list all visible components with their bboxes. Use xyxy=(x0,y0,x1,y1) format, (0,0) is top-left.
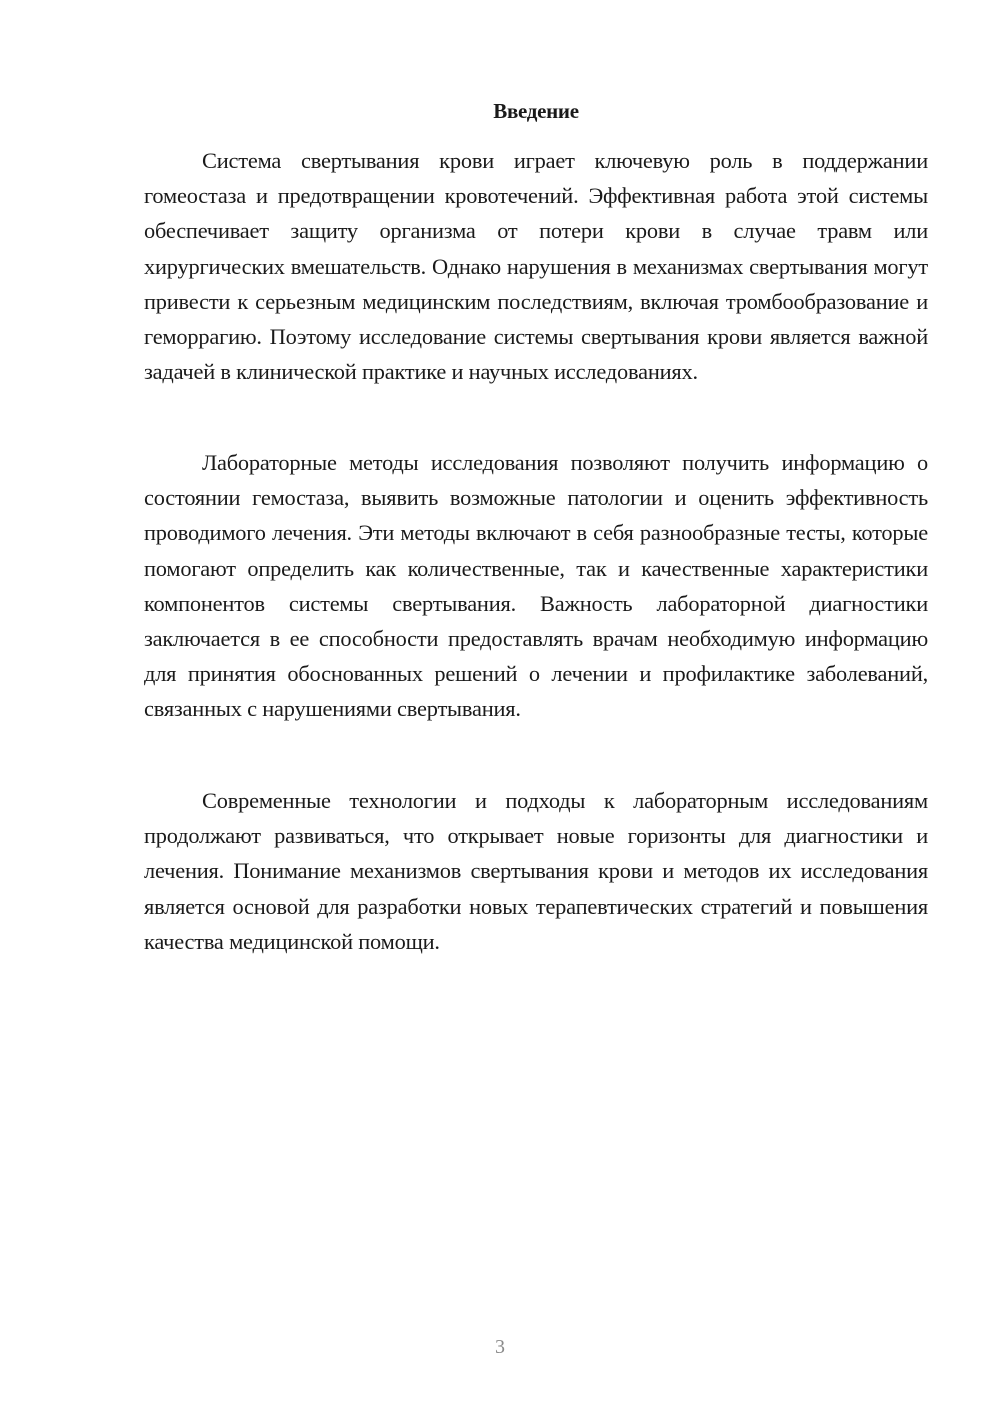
paragraph-3: Современные технологии и подходы к лабораторным исследованиям продолжают развиваться, что открывает новые горизонты для диагностики и лечения. Понимание механизмов свертывания крови и методов их исследования является основой для разработки новых терапевтических стратегий и повышения качества медицинской помощи. xyxy=(144,788,928,954)
paragraph-2: Лабораторные методы исследования позволяют получить информацию о состоянии гемостаза, выявить возможные патологии и оценить эффективность проводимого лечения. Эти методы включают в себя разнообразные тесты, которые помогают определить как количественные, так и качественные характеристики компонентов системы свертывания. Важность лабораторной диагностики заключается в ее способности предоставлять врачам необходимую информацию для принятия обоснованных решений о лечении и профилактике заболеваний, связанных с нарушениями свертывания. xyxy=(144,450,928,722)
section-title: Введение xyxy=(493,99,579,123)
page-number: 3 xyxy=(495,1336,505,1358)
paragraph-1: Система свертывания крови играет ключевую роль в поддержании гомеостаза и предотвращении кровотечений. Эффективная работа этой системы обеспечивает защиту организма от потери крови в случае травм или хирургических вмешательств. Однако нарушения в механизмах свертывания могут привести к серьезным медицинским последствиям, включая тромбообразование и геморрагию. Поэтому исследование системы свертывания крови является важной задачей в клинической практике и научных исследованиях. xyxy=(144,148,928,385)
